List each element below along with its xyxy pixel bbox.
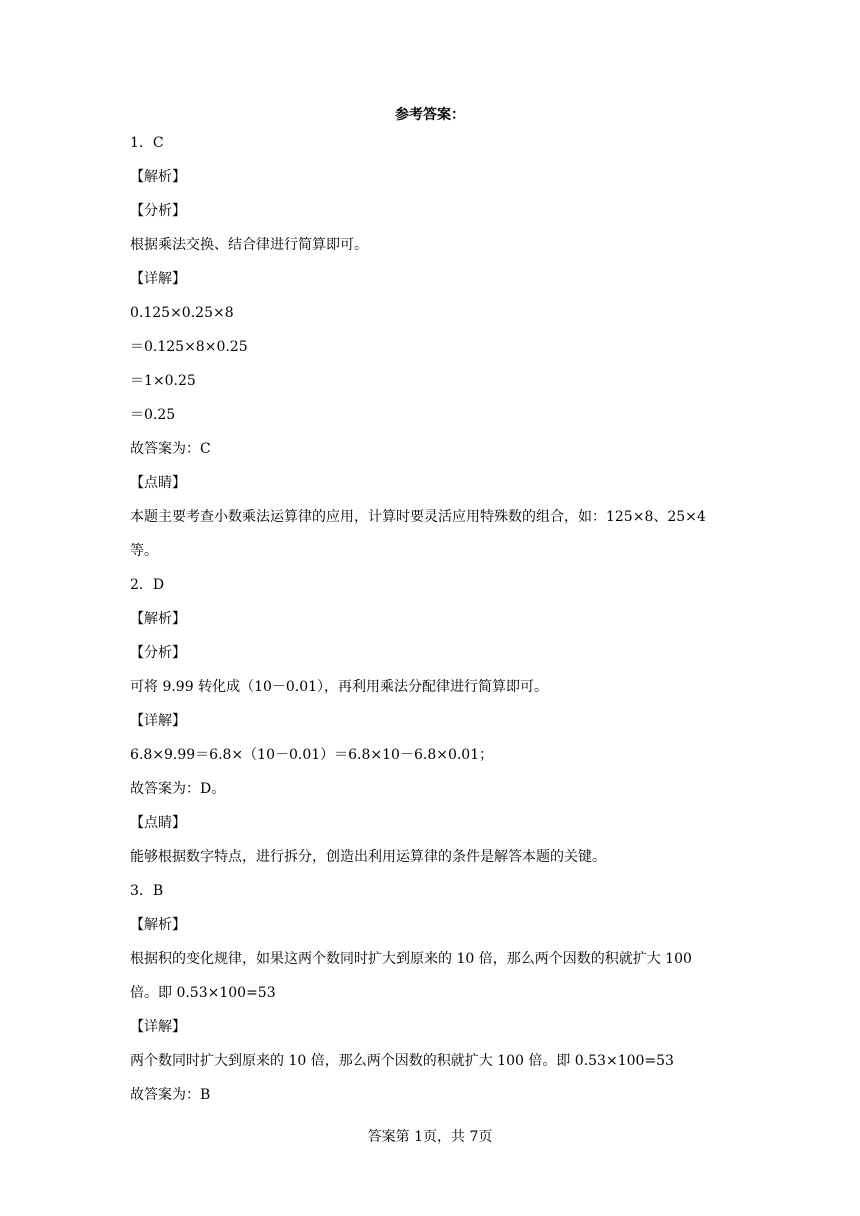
answer-statement: 故答案为：B [130, 1087, 211, 1103]
section-jiexi: 【解析】 [130, 611, 186, 627]
calc-line: ＝0.125×8×0.25 [130, 339, 248, 355]
comment-text: 能够根据数字特点，进行拆分，创造出利用运算律的条件是解答本题的关键。 [130, 849, 606, 865]
page-footer: 答案第 1页，共 7页 [367, 1129, 493, 1145]
answer-statement: 故答案为：C [130, 441, 211, 457]
section-jiexi: 【解析】 [130, 917, 186, 933]
page-title: 参考答案： [395, 107, 465, 123]
calc-line: 0.125×0.25×8 [130, 305, 234, 321]
answer-statement: 故答案为：D。 [130, 781, 226, 797]
section-dianjing: 【点睛】 [130, 815, 186, 831]
section-xiangjie: 【详解】 [130, 271, 186, 287]
analysis-text: 可将 9.99 转化成（10－0.01），再利用乘法分配律进行简算即可。 [130, 679, 549, 695]
section-fenxi: 【分析】 [130, 203, 186, 219]
answer-1-label: 1．C [130, 135, 164, 151]
calc-line: ＝1×0.25 [130, 373, 196, 389]
section-fenxi: 【分析】 [130, 645, 186, 661]
comment-text-cont: 等。 [130, 543, 158, 559]
calc-line: 6.8×9.99＝6.8×（10－0.01）＝6.8×10－6.8×0.01； [130, 747, 494, 763]
analysis-text-cont: 倍。即 0.53×100=53 [130, 985, 276, 1001]
section-jiexi: 【解析】 [130, 169, 186, 185]
section-xiangjie: 【详解】 [130, 1019, 186, 1035]
section-dianjing: 【点睛】 [130, 475, 186, 491]
analysis-text: 根据乘法交换、结合律进行简算即可。 [130, 237, 368, 253]
calc-line: 两个数同时扩大到原来的 10 倍，那么两个因数的积就扩大 100 倍。即 0.53×100=53 [130, 1053, 674, 1069]
comment-text: 本题主要考查小数乘法运算律的应用，计算时要灵活应用特殊数的组合，如：125×8、25×4 [130, 509, 706, 525]
answer-2-label: 2．D [130, 577, 165, 593]
calc-line: ＝0.25 [130, 407, 176, 423]
analysis-text: 根据积的变化规律，如果这两个数同时扩大到原来的 10 倍，那么两个因数的积就扩大 100 [130, 951, 692, 967]
section-xiangjie: 【详解】 [130, 713, 186, 729]
answer-3-label: 3．B [130, 883, 164, 899]
